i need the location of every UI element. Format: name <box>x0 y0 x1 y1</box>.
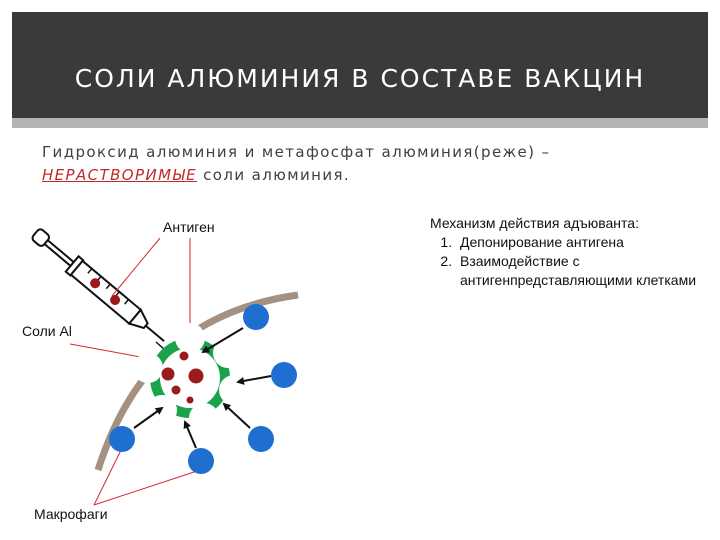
mechanism-heading: Механизм действия адъюванта: <box>430 215 639 231</box>
list-item: 2. Взаимодействие с антигенпредставляющими клетками <box>456 252 710 290</box>
mechanism-list <box>430 233 710 290</box>
intro-rest: соли алюминия. <box>196 166 351 184</box>
label-macrophages: Макрофаги <box>34 506 108 522</box>
label-salts: Соли Al <box>22 323 72 339</box>
intro-line1: Гидроксид алюминия и метафосфат алюминия(реже) – <box>42 143 551 161</box>
mechanism-block <box>430 214 710 290</box>
antigen-pointer <box>112 238 160 296</box>
macrophage-pointer <box>94 470 200 505</box>
macrophage-pointer <box>94 446 123 505</box>
intro-highlight: НЕРАСТВОРИМЫЕ <box>42 166 197 184</box>
list-item: 1. Депонирование антигена <box>456 233 710 252</box>
slide-title: СОЛИ АЛЮМИНИЯ В СОСТАВЕ ВАКЦИН <box>74 64 646 93</box>
label-antigen: Антиген <box>163 219 215 235</box>
